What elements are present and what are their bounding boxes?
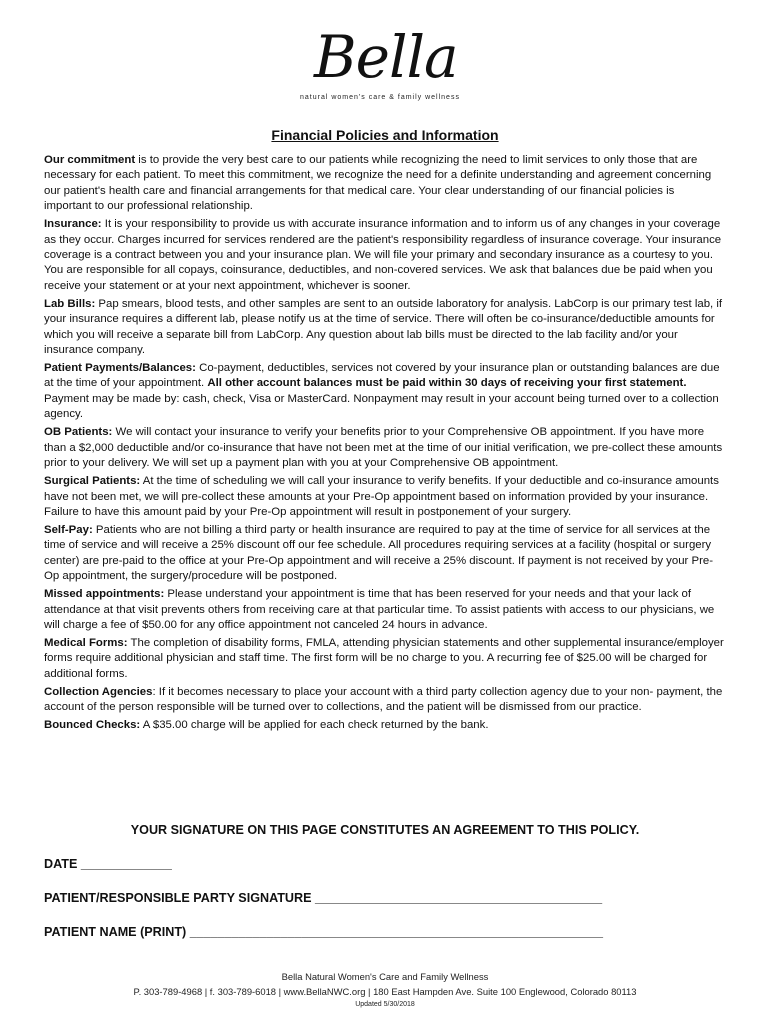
section-self-pay <box>44 523 724 585</box>
section-medical-forms <box>44 636 724 682</box>
section-label: Lab Bills: <box>44 297 96 310</box>
patient-name-field[interactable]: PATIENT NAME (PRINT) ___________________________________________________________ <box>44 925 603 939</box>
section-text: : If it becomes necessary to place your account with a third party collection agency due to your non- payment, the account of the person responsible will be turned over to collections, and the patient will be dismissed from our practice. <box>44 685 723 714</box>
logo-tagline: natural women's care & family wellness <box>300 94 460 101</box>
agreement-statement: YOUR SIGNATURE ON THIS PAGE CONSTITUTES AN AGREEMENT TO THIS POLICY. <box>130 823 640 837</box>
footer-updated: Updated 5/30/2018 <box>355 1001 415 1008</box>
section-label: Medical Forms: <box>44 636 128 649</box>
section-label: Missed appointments: <box>44 588 165 601</box>
signature-field[interactable]: PATIENT/RESPONSIBLE PARTY SIGNATURE _________________________________________ <box>44 891 603 905</box>
page-title: Financial Policies and Information <box>271 127 499 143</box>
section-text: We will contact your insurance to verify your benefits prior to your Comprehensive OB appointment. If you have more than a $2,000 deductible and/or co-insurance that have not been met at the time of our initial verification, we pre-collect these amounts prior to your delivery. We will set up a payment plan with you at your Comprehensive OB appointment. <box>44 426 723 470</box>
bella-logo <box>296 24 476 104</box>
logo-wordmark: Bella <box>314 23 458 91</box>
section-emphasis: All other account balances must be paid within 30 days of receiving your first statement. <box>207 377 687 390</box>
section-insurance <box>44 217 724 294</box>
section-label: Self-Pay: <box>44 523 93 536</box>
section-text: The completion of disability forms, FMLA, attending physician statements and other supplemental insurance/employer forms require additional physician and staff time. The first form will be no charge to you. A recurring fee of $25.00 will be charged for additional forms. <box>44 636 724 680</box>
section-ob-patients <box>44 425 724 471</box>
section-text: Patients who are not billing a third party or health insurance are required to pay at the time of service for all services at the time of service and will receive a 25% discount off our fee schedule. All procedures requiring services at a facility (hospital or surgery center) are pre-paid to the office at your Pre-Op appointment and will receive a 25% discount. If payment is not received by your Pre-Op appointment, the surgery/procedure will be postponed. <box>44 523 714 583</box>
section-label: Surgical Patients: <box>44 475 141 488</box>
section-text: is to provide the very best care to our patients while recognizing the need to limit services to only those that are necessary for each patient. To meet this commitment, we recognize the need for a definite understanding and agreement concerning our patient's health care and financial arrangements for that medical care. Your clear understanding of our financial policies is important to our professional relationship. <box>44 154 712 213</box>
section-label: Our commitment <box>44 154 136 166</box>
section-text-after: Payment may be made by: cash, check, Visa or MasterCard. Nonpayment may result in your account being turned over to a collection agency. <box>44 392 719 421</box>
date-field[interactable]: DATE _____________ <box>44 857 172 871</box>
policy-body <box>44 153 724 736</box>
section-commitment <box>44 153 724 215</box>
section-text: Please understand your appointment is time that has been reserved for your needs and that your lack of attendance at that visit prevents others from receiving care at that particular time. To assist patients with access to our physicians, we will charge a fee of $50.00 for any office appointment not canceled 24 hours in advance. <box>44 588 715 631</box>
section-label: Patient Payments/Balances: <box>44 362 196 375</box>
footer-contact: P. 303-789-4968 | f. 303-789-6018 | www.BellaNWC.org | 180 East Hampden Ave. Suite 100 Englewood, Colorado 80113 <box>133 986 637 997</box>
section-text: A $35.00 charge will be applied for each check returned by the bank. <box>140 719 489 732</box>
section-label: Bounced Checks: <box>44 719 141 732</box>
section-text: Co-payment, deductibles, services not covered by your insurance plan or outstanding balances are due at the time of your appointment. <box>44 362 720 390</box>
section-collection-agencies <box>44 685 724 716</box>
section-surgical-patients <box>44 474 724 520</box>
section-lab-bills <box>44 297 724 359</box>
section-bounced-checks <box>44 718 724 733</box>
section-text: It is your responsibility to provide us with accurate insurance information and to inform us of any changes in your coverage as they occur. Charges incurred for services rendered are the patient's responsibility regardless of insurance coverage. Your insurance coverage is a contract between you and your insurance plan. We will file your primary and secondary insurance as a courtesy to you. You are responsible for all copays, coinsurance, deductibles, and non-covered services. We ask that balances due be paid when you receive your statement or at your next appointment, whichever is sooner. <box>44 218 722 292</box>
section-text: Pap smears, blood tests, and other samples are sent to an outside laboratory for analysis. LabCorp is our primary test lab, if your insurance requires a different lab, please notify us at the time of service. There will often be co-insurance/deductible amounts for which you will receive a separate bill from LabCorp. Any question about lab bills must be directed to the lab facility and/or your insurance company. <box>44 297 723 357</box>
section-label: OB Patients: <box>44 426 113 439</box>
footer-org: Bella Natural Women's Care and Family Wellness <box>281 971 489 982</box>
section-label: Collection Agencies <box>44 685 153 698</box>
section-text: At the time of scheduling we will call your insurance to verify benefits. If your deductible and co-insurance amounts have not been met, we will pre-collect these amounts at your Pre-Op appointment based on information provided by your insurance. Failure to have this amount paid by your Pre-Op appointment will result in postponement of your surgery. <box>44 475 719 518</box>
section-missed-appointments <box>44 587 724 633</box>
section-label: Insurance: <box>44 218 102 231</box>
section-patient-payments <box>44 361 724 423</box>
